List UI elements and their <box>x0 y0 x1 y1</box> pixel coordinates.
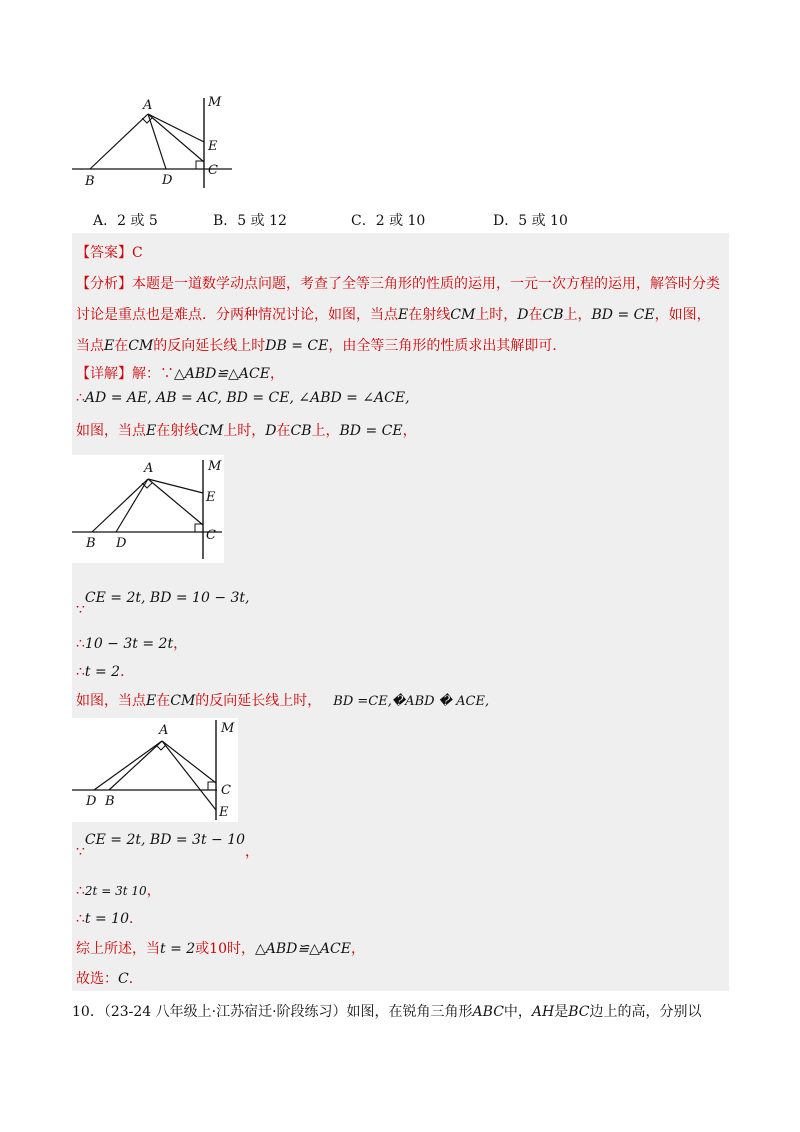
fig1-label-E: E <box>208 139 218 154</box>
analysis-3-text-c: 的反向延长线上时 <box>153 338 266 354</box>
detail-text: 【详解】解：∵ <box>76 366 174 382</box>
figure-1-diagram <box>72 92 232 192</box>
fig1-label-A: A <box>143 98 153 113</box>
summary-text-b: 或10时， <box>195 941 255 957</box>
case2-text-c: 的反向延长线上时， <box>195 693 322 709</box>
analysis-2-var-d: D <box>517 307 529 323</box>
fig2-label-B: B <box>86 536 96 551</box>
case2-result-line <box>76 908 143 928</box>
therefore-symbol-5: ∴ <box>76 911 85 927</box>
case1-text-d: 在 <box>276 423 291 439</box>
detail-line <box>76 363 284 383</box>
case2-result: t = 10 <box>84 911 129 927</box>
analysis-2-var-cb: CB <box>542 307 564 323</box>
analysis-3-text-b: 在 <box>114 338 129 354</box>
question-10 <box>72 1001 702 1021</box>
analysis-2-text-e: 上， <box>563 307 592 323</box>
figure-2 <box>72 455 224 563</box>
choose-period: ． <box>128 971 143 987</box>
fig3-label-A: A <box>159 723 169 738</box>
case2-line <box>76 690 489 710</box>
analysis-2-var-cm: CM <box>450 307 476 323</box>
option-a: A．2 或 5 <box>93 213 158 229</box>
case1-line <box>76 420 417 440</box>
q10-text-b: 中， <box>503 1004 532 1020</box>
case1-eq: BD = CE <box>339 423 403 439</box>
case2-equation-comma: ， <box>146 883 161 899</box>
option-d: D．5 或 10 <box>493 213 568 229</box>
case1-var-cb: CB <box>290 423 312 439</box>
case1-text-f: ， <box>402 423 417 439</box>
case1-text-c: 上时， <box>223 423 266 439</box>
case1-result-period: ． <box>120 664 135 680</box>
analysis-2-var-e: E <box>398 307 409 323</box>
fig3-label-B: B <box>105 794 115 809</box>
fig2-label-D: D <box>116 536 127 551</box>
q10-var-bc: BC <box>568 1004 590 1020</box>
therefore-symbol-3: ∴ <box>76 664 85 680</box>
option-b: B．5 或 12 <box>213 213 287 229</box>
analysis-3-var-e: E <box>104 338 115 354</box>
fig2-label-M: M <box>208 459 222 474</box>
detail-comma: ， <box>269 366 284 382</box>
q10-text-c: 是 <box>554 1004 569 1020</box>
case2-result-period: ． <box>129 911 143 927</box>
choose-text: 故选： <box>76 971 118 987</box>
therefore-symbol-4: ∴ <box>76 883 85 899</box>
case2-values: CE = 2t, BD = 3t − 10 <box>84 832 246 848</box>
summary-t: t = 2 <box>160 941 196 957</box>
fig3-label-E: E <box>219 805 229 820</box>
q10-var-ah: AH <box>531 1004 555 1020</box>
analysis-line-1: 【分析】本题是一道数学动点问题，考查了全等三角形的性质的运用，一元一次方程的运用，解答时分类 <box>76 276 720 292</box>
case1-var-e: E <box>146 423 157 439</box>
analysis-line-2 <box>76 304 711 324</box>
figure-3-diagram <box>72 718 238 822</box>
case1-equation-line <box>76 633 187 653</box>
case2-equation: 2t = 3t 10 <box>84 884 147 898</box>
case1-text-a: 如图，当点 <box>76 423 146 439</box>
answer-line: 【答案】C <box>76 245 143 261</box>
option-c: C．2 或 10 <box>351 213 426 229</box>
fig1-label-C: C <box>208 163 218 178</box>
summary-line <box>76 938 365 958</box>
therefore-line-1 <box>76 390 410 406</box>
case2-equation-garbled: BD =CE,�ABD � ACE, <box>333 694 490 709</box>
fig2-label-C: C <box>206 528 216 543</box>
case1-result-line <box>76 661 134 681</box>
answer-panel <box>72 233 729 991</box>
case1-text-b: 在射线 <box>156 423 199 439</box>
analysis-3-text-a: 当点 <box>76 338 104 354</box>
case1-text-e: 上， <box>311 423 340 439</box>
fig3-label-D: D <box>86 794 97 809</box>
because-symbol-1: ∵ <box>76 602 85 618</box>
q10-text-a: 10．（23-24 八年级上·江苏宿迁·阶段练习）如图，在锐角三角形 <box>72 1004 473 1020</box>
detail-congruence: △ABD≌△ACE <box>174 366 270 382</box>
case2-because-line <box>76 831 260 860</box>
analysis-3-var-cm: CM <box>128 338 154 354</box>
case1-var-d: D <box>265 423 277 439</box>
answer-options <box>93 210 713 232</box>
fig1-label-D: D <box>162 173 173 188</box>
analysis-2-text-b: 在射线 <box>408 307 451 323</box>
fig1-label-M: M <box>208 95 222 110</box>
analysis-3-eq: DB = CE <box>265 338 329 354</box>
case1-because-line <box>76 590 250 618</box>
summary-text-a: 综上所述，当 <box>76 941 160 957</box>
choose-answer: C <box>118 971 129 987</box>
summary-comma: ， <box>350 941 365 957</box>
figure-2-diagram <box>72 455 224 563</box>
case2-equation-line <box>76 880 161 900</box>
analysis-2-text-a: 讨论是重点也是难点．分两种情况讨论，如图，当点 <box>76 307 398 323</box>
case1-equation: 10 − 3t = 2t <box>84 636 174 652</box>
case2-var-e: E <box>146 693 157 709</box>
fig3-label-C: C <box>221 783 231 798</box>
case2-text-b: 在 <box>156 693 171 709</box>
case1-var-cm: CM <box>198 423 224 439</box>
case1-values: CE = 2t, BD = 10 − 3t, <box>84 590 250 606</box>
q10-text-d: 边上的高，分别以 <box>589 1004 702 1020</box>
figure-1 <box>72 92 232 192</box>
because-symbol-2: ∵ <box>76 844 85 860</box>
analysis-2-text-f: ，如图， <box>654 307 711 323</box>
figure-3 <box>72 718 238 822</box>
summary-congruence: △ABD≌△ACE <box>255 941 351 957</box>
analysis-2-text-c: 上时， <box>475 307 518 323</box>
fig3-label-M: M <box>221 721 235 736</box>
case2-text-a: 如图，当点 <box>76 693 146 709</box>
analysis-3-text-d: ，由全等三角形的性质求出其解即可． <box>328 338 567 354</box>
fig2-label-A: A <box>144 461 154 476</box>
q10-var-abc: ABC <box>472 1004 504 1020</box>
therefore-symbol-2: ∴ <box>76 636 85 652</box>
analysis-2-text-d: 在 <box>528 307 543 323</box>
fig2-label-E: E <box>206 490 216 505</box>
fig1-label-B: B <box>85 174 95 189</box>
case1-result: t = 2 <box>84 664 121 680</box>
therefore-equalities: AD = AE, AB = AC, BD = CE, ∠ABD = ∠ACE, <box>84 390 410 406</box>
case2-values-comma: ， <box>245 844 260 860</box>
analysis-2-eq: BD = CE <box>591 307 655 323</box>
case2-var-cm: CM <box>170 693 196 709</box>
choose-line <box>76 968 143 988</box>
therefore-symbol-1: ∴ <box>76 390 85 406</box>
case1-equation-comma: ， <box>173 636 188 652</box>
analysis-line-3 <box>76 335 566 355</box>
